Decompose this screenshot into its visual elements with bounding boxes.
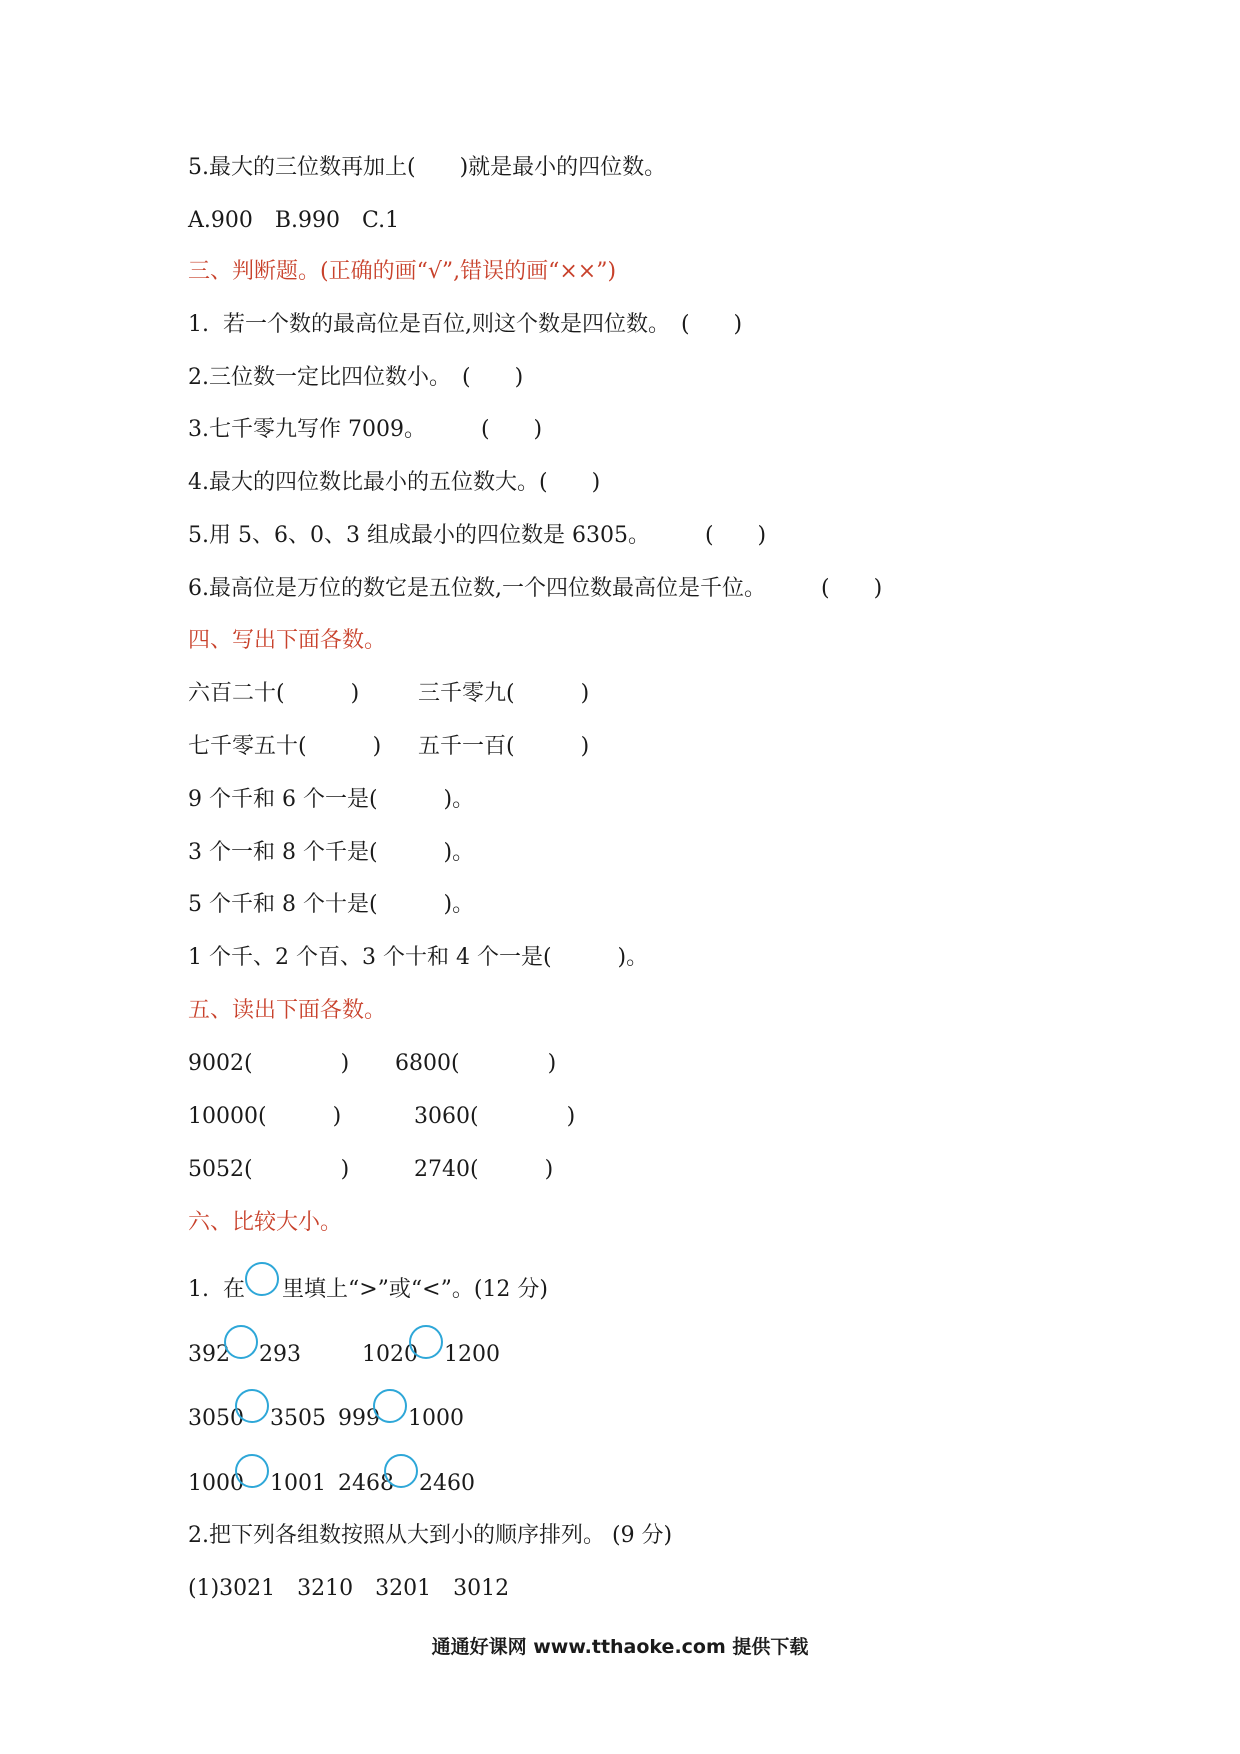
read-item-2a: 10000( ) [188, 1104, 342, 1129]
page-footer: 通通好课网 www.tthaoke.com 提供下载 [431, 1636, 809, 1658]
compare-3b: 1001 [270, 1471, 326, 1496]
judge-item-5: 5.用 5、6、0、3 组成最小的四位数是 6305。 ( ) [188, 523, 767, 548]
compare-3c: 2468 [338, 1471, 394, 1496]
compare-intro-b: 里填上“>”或“<”。(12 分) [282, 1277, 549, 1302]
compare-circle-1[interactable] [224, 1325, 258, 1359]
judge-item-6: 6.最高位是万位的数它是五位数,一个四位数最高位是千位。 ( ) [188, 576, 883, 601]
judge-item-4: 4.最大的四位数比最小的五位数大。( ) [188, 470, 601, 495]
compare-3d: 2460 [419, 1471, 475, 1496]
read-item-3a: 5052( ) [188, 1157, 350, 1182]
compare-2a: 3050 [188, 1406, 244, 1431]
write-item-1b: 三千零九( ) [418, 681, 590, 706]
write-item-2a: 七千零五十( ) [188, 734, 382, 759]
compare-1a: 392 [188, 1342, 230, 1367]
write-item-1a: 六百二十( ) [188, 681, 360, 706]
write-item-6: 1 个千、2 个百、3 个十和 4 个一是( )。 [188, 945, 649, 970]
read-item-3b: 2740( ) [414, 1157, 554, 1182]
judge-item-2: 2.三位数一定比四位数小。 ( ) [188, 365, 524, 390]
q2-item-5: 5.最大的三位数再加上( )就是最小的四位数。 [188, 155, 667, 180]
judge-item-3: 3.七千零九写作 7009。 ( ) [188, 417, 543, 442]
compare-circle-6[interactable] [384, 1454, 418, 1488]
compare-circle-5[interactable] [235, 1454, 269, 1488]
compare-3a: 1000 [188, 1471, 244, 1496]
compare-circle-3[interactable] [235, 1389, 269, 1423]
compare-1c: 1020 [362, 1342, 418, 1367]
order-item-1: (1)3021 3210 3201 3012 [188, 1576, 510, 1601]
compare-2c: 999 [338, 1406, 380, 1431]
compare-2d: 1000 [408, 1406, 464, 1431]
compare-circle-4[interactable] [373, 1389, 407, 1423]
compare-intro-a: 1. 在 [188, 1277, 245, 1302]
compare-circle-2[interactable] [409, 1325, 443, 1359]
write-item-2b: 五千一百( ) [418, 734, 590, 759]
compare-2b: 3505 [270, 1406, 326, 1431]
section-6-heading: 六、比较大小。 [188, 1210, 343, 1235]
section-5-heading: 五、读出下面各数。 [188, 998, 387, 1023]
write-item-3: 9 个千和 6 个一是( )。 [188, 787, 475, 812]
read-item-1a: 9002( ) [188, 1051, 350, 1076]
compare-1b: 293 [259, 1342, 301, 1367]
judge-item-1: 1. 若一个数的最高位是百位,则这个数是四位数。 ( ) [188, 312, 743, 337]
write-item-4: 3 个一和 8 个千是( )。 [188, 840, 475, 865]
write-item-5: 5 个千和 8 个十是( )。 [188, 892, 475, 917]
compare-1d: 1200 [444, 1342, 500, 1367]
section-3-heading: 三、判断题。(正确的画“√”,错误的画“××”) [188, 259, 617, 284]
read-item-1b: 6800( ) [395, 1051, 557, 1076]
read-item-2b: 3060( ) [414, 1104, 576, 1129]
compare-circle-sample [245, 1262, 279, 1296]
order-intro: 2.把下列各组数按照从大到小的顺序排列。 (9 分) [188, 1523, 673, 1548]
q2-item-5-options: A.900 B.990 C.1 [188, 208, 400, 233]
section-4-heading: 四、写出下面各数。 [188, 628, 387, 653]
